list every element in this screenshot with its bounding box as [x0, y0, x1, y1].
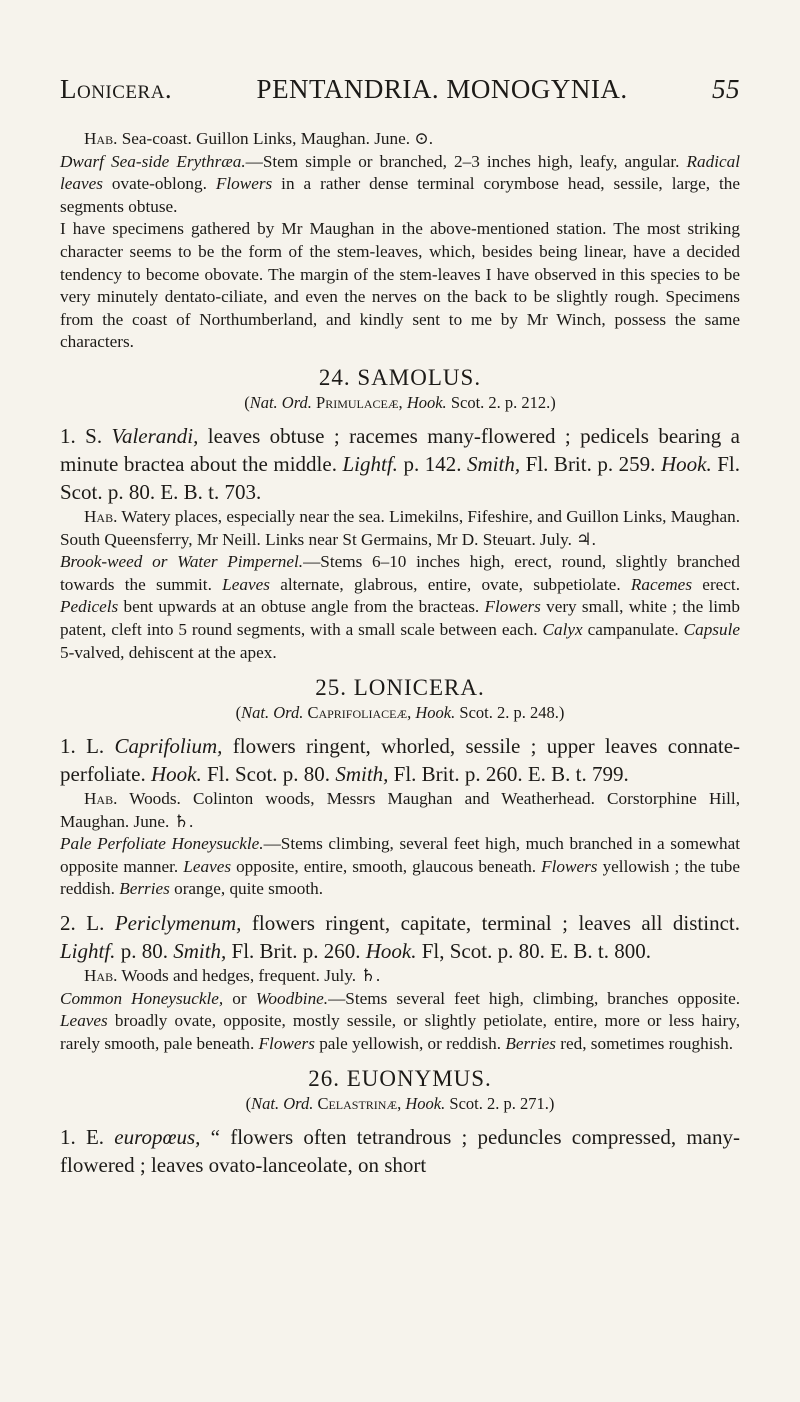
- description-samolus: Brook-weed or Water Pimpernel.—Stems 6–10 inches high, erect, round, slightly branched towards the summit. Leaves alternate, glabrous, entire, ovate, subpetiolate. Racemes erect. Pedicels bent upwards at an obtuse angle from the bracteas. Flowers very small, white ; the limb patent, cleft into 5 round segments, with a small scale between each. Calyx campanulate. Capsule 5-valved, dehiscent at the apex.: [60, 552, 741, 662]
- habitat-caprifolium: Hab. Woods. Colinton woods, Messrs Maughan and Weatherhead. Corstorphine Hill, Maughan. June. ♄.: [60, 789, 740, 831]
- shrub-symbol-icon: ♄.: [360, 966, 381, 986]
- genus-heading-euonymus: 26. EUONYMUS.: [308, 1066, 492, 1092]
- species-lonicera-caprifolium: 1. L. Caprifolium, flowers ringent, whorled, sessile ; upper leaves connate-perfoliate. Hook. Fl. Scot. p. 80. Smith, Fl. Brit. p. 260. E. B. t. 799.: [60, 734, 741, 787]
- species-euonymus-europaeus: 1. E. europœus, “ flowers often tetrandrous ; peduncles compressed, many-flowered ; leaves ovato-lanceolate, on short: [60, 1125, 740, 1178]
- perennial-symbol-icon: ♃.: [576, 529, 596, 549]
- header-class-order: PENTANDRIA. MONOGYNIA.: [256, 74, 628, 104]
- natural-order-samolus: (Nat. Ord. Primulaceæ, Hook. Scot. 2. p. 212.): [244, 392, 556, 412]
- annual-symbol-icon: ⊙.: [414, 129, 434, 148]
- running-header: [60, 74, 740, 114]
- description-caprifolium: Pale Perfoliate Honeysuckle.—Stems climbing, several feet high, much branched in a somewhat opposite manner. Leaves opposite, entire, smooth, glaucous beneath. Flowers yellowish ; the tube reddish. Berries orange, quite smooth.: [60, 834, 741, 899]
- note-erythraea: I have specimens gathered by Mr Maughan in the above-mentioned station. The most striking character seems to be the form of the stem-leaves, which, besides being linear, have a decided tendency to become obovate. The margin of the stem-leaves I have observed in this species to be very minutely dentato-ciliate, and even the nerves on the back to be slightly rough. Specimens from the coast of Northumberland, and kindly sent to me by Mr Winch, possess the same characters.: [60, 219, 740, 352]
- page-body: [60, 128, 740, 1179]
- habitat-erythraea: Hab. Sea-coast. Guillon Links, Maughan. June. ⊙.: [84, 129, 434, 148]
- page-number: 55: [711, 74, 740, 104]
- natural-order-euonymus: (Nat. Ord. Celastrinæ, Hook. Scot. 2. p. 271.): [245, 1094, 555, 1114]
- shrub-symbol-icon: ♄.: [173, 811, 194, 831]
- description-erythraea: Dwarf Sea-side Erythræa.—Stem simple or branched, 2–3 inches high, leafy, angular. Radical leaves ovate-oblong. Flowers in a rather dense terminal corymbose head, sessile, large, the segments obtuse.: [60, 151, 740, 216]
- description-periclymenum: Common Honeysuckle, or Woodbine.—Stems several feet high, climbing, branches opposite. Leaves broadly ovate, opposite, mostly sessile, or slightly petiolate, entire, more or less hairy, rarely smooth, pale beneath. Flowers pale yellowish, or reddish. Berries red, sometimes roughish.: [60, 988, 740, 1053]
- habitat-periclymenum: Hab. Woods and hedges, frequent. July. ♄.: [84, 966, 381, 986]
- species-samolus-valerandi: 1. S. Valerandi, leaves obtuse ; racemes many-flowered ; pedicels bearing a minute bractea about the middle. Lightf. p. 142. Smith, Fl. Brit. p. 259. Hook. Fl. Scot. p. 80. E. B. t. 703.: [60, 423, 740, 504]
- header-genus: Lonicera.: [60, 74, 173, 104]
- habitat-samolus: Hab. Watery places, especially near the sea. Limekilns, Fifeshire, and Guillon Links, Maughan. South Queensferry, Mr Neill. Links near St Germains, Mr D. Steuart. July. ♃.: [60, 506, 740, 549]
- genus-heading-samolus: 24. SAMOLUS.: [318, 364, 482, 390]
- genus-heading-lonicera: 25. LONICERA.: [315, 675, 485, 701]
- natural-order-lonicera: (Nat. Ord. Caprifoliaceæ, Hook. Scot. 2. p. 248.): [235, 703, 565, 723]
- species-lonicera-periclymenum: 2. L. Periclymenum, flowers ringent, capitate, terminal ; leaves all distinct. Lightf. p. 80. Smith, Fl. Brit. p. 260. Hook. Fl, Scot. p. 80. E. B. t. 800.: [60, 911, 740, 964]
